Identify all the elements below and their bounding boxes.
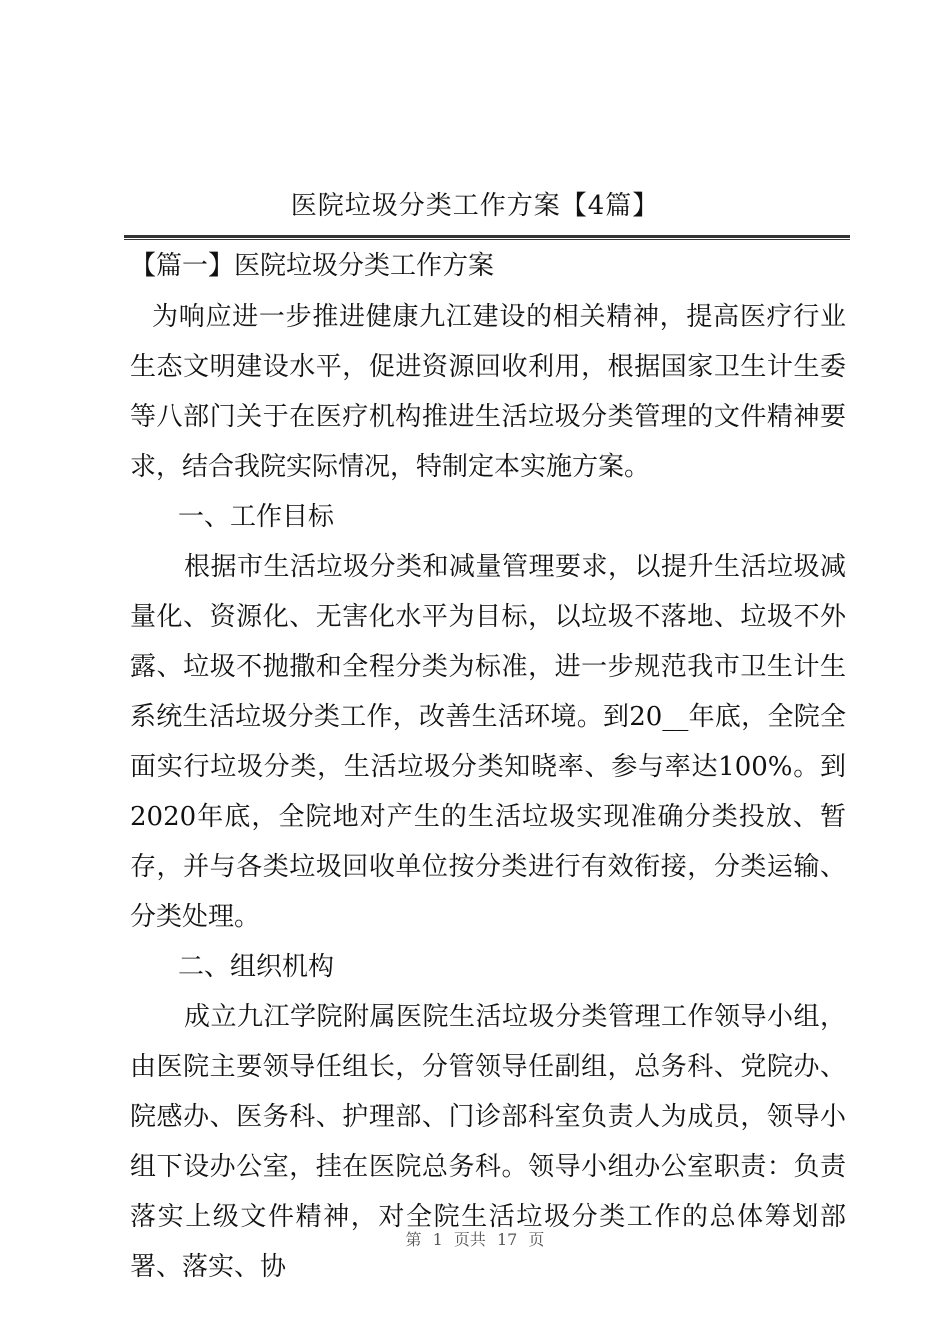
heading-work-goals: 一、工作目标 [178, 502, 335, 532]
paragraph-work-goals: 根据市生活垃圾分类和减量管理要求，以提升生活垃圾减量化、资源化、无害化水平为目标，以垃圾不落地、垃圾不外露、垃圾不抛撒和全程分类为标准，进一步规范我市卫生计生系统生活垃圾分类工作，改善生活环境。到20__年底，全院全面实行垃圾分类，生活垃圾分类知晓率、参与率达100%。到2020年底，全院地对产生的生活垃圾实现准确分类投放、暂存，并与各类垃圾回收单位按分类进行有效衔接，分类运输、分类处理。 [130, 552, 846, 932]
document-body [130, 292, 846, 1292]
paragraph-intro: 为响应进一步推进健康九江建设的相关精神，提高医疗行业生态文明建设水平，促进资源回收利用，根据国家卫生计生委等八部门关于在医疗机构推进生活垃圾分类管理的文件精神要求，结合我院实际情况，特制定本实施方案。 [130, 302, 846, 482]
section-heading: 【篇一】医院垃圾分类工作方案 [130, 251, 495, 281]
title-divider [124, 235, 850, 240]
heading-organization: 二、组织机构 [178, 952, 335, 982]
paragraph-organization: 成立九江学院附属医院生活垃圾分类管理工作领导小组，由医院主要领导任组长，分管领导任副组，总务科、党院办、院感办、医务科、护理部、门诊部科室负责人为成员，领导小组下设办公室，挂在医院总务科。领导小组办公室职责：负责落实上级文件精神，对全院生活垃圾分类工作的总体筹划部署、落实、协 [130, 1002, 846, 1282]
document-title: 医院垃圾分类工作方案【4篇】 [290, 191, 660, 221]
page-number-footer: 第 1 页共 17 页 [405, 1230, 545, 1249]
